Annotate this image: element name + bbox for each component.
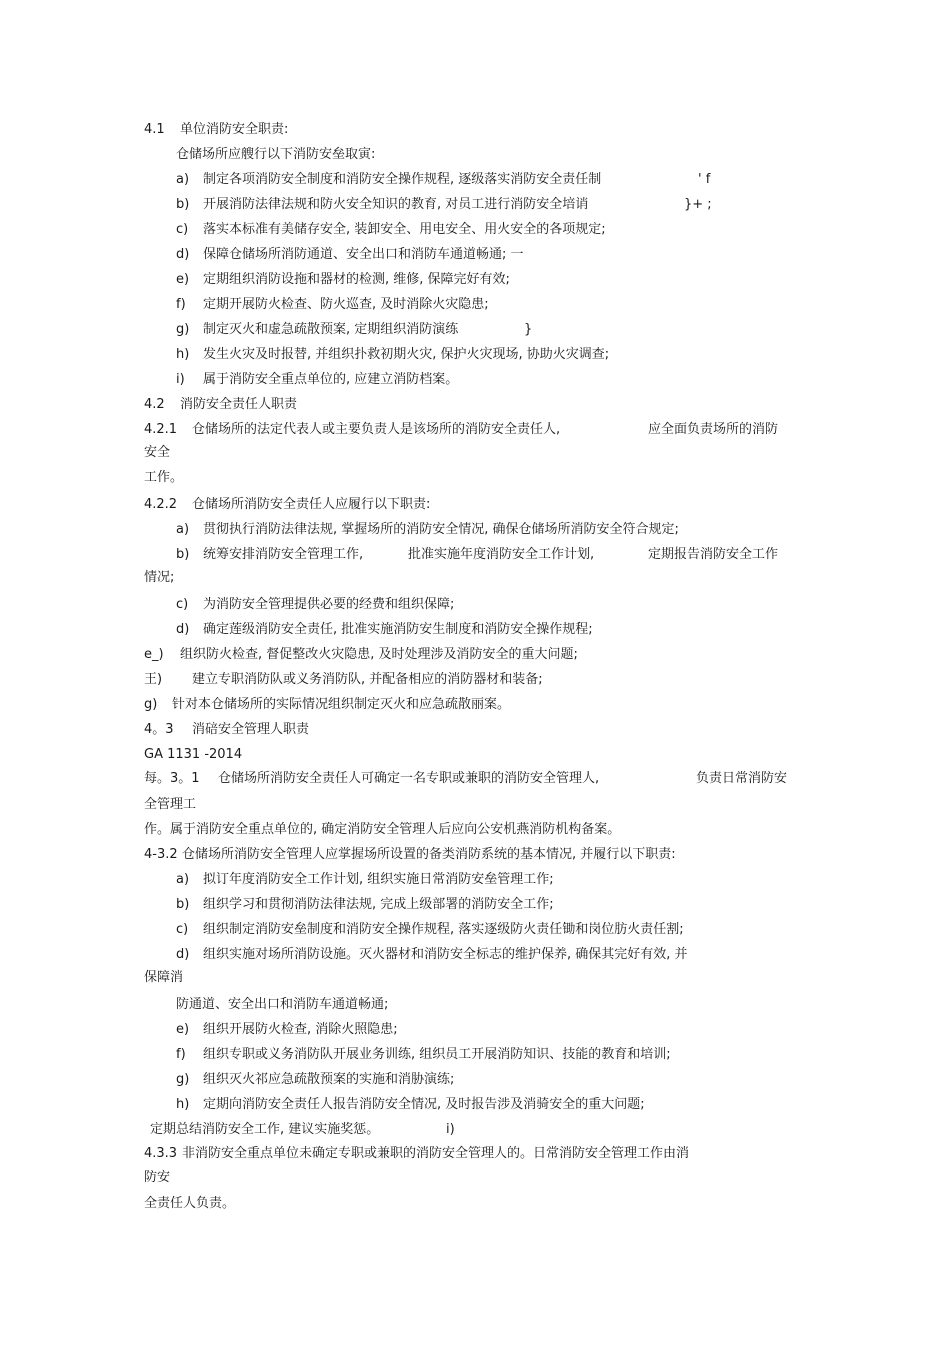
stray-mark: } <box>524 322 533 337</box>
section-number: 4.2 <box>144 397 165 412</box>
clause-4-2-2: 4.2.2 仓储场所消防安全责任人应履行以下职责: <box>144 497 431 512</box>
list-item: a) 拟订年度消防安全工作计划, 组织实施日常消防安垒管理工作; <box>176 872 554 887</box>
section-number: 4.1 <box>144 122 165 137</box>
list-item: g) 针对本仓储场所的实际情况组织制定灭火和应急疏散丽案。 <box>144 697 511 712</box>
list-item: e) 组织开展防火检查, 消除火照隐患; <box>176 1022 398 1037</box>
section-title: 单位消防安全职责: <box>180 122 289 137</box>
clause-4-2-1-line2: 安全 <box>144 445 171 460</box>
list-item-part: 定期报告消防安全工作 <box>648 547 779 562</box>
list-item: d) 确定莲级消防安全责任, 批准实施消防安生制度和消防安全操作规程; <box>176 622 593 637</box>
list-item: b) 统筹安排消防安全管理工作, <box>176 547 364 562</box>
clause-4-2-1: 4.2.1 仓储场所的法定代表人或主要负责人是该场所的消防安全责任人, <box>144 422 561 437</box>
list-item-continuation: 防通道、安全出口和消防车通道畅通; <box>176 997 389 1012</box>
list-item: 王) 建立专职消防队或义务消防队, 并配备相应的消防器材和装备; <box>144 672 543 687</box>
list-item: f) 定期开展防火检查、防火巡查, 及时消除火灾隐患; <box>176 297 489 312</box>
section-title: 消防安全责任人职责 <box>180 397 298 412</box>
list-item: a) 制定各项消防安全制度和消防安全操作规程, 逐级落实消防安全责任制 <box>176 172 602 187</box>
clause-4-3-1-line2: 全管理工 <box>144 797 197 812</box>
list-item: d) 保障仓储场所消防通道、安全出口和消防车通道畅通; 一 <box>176 247 524 262</box>
clause-4-3-2: 4-3.2 仓储场所消防安全管理人应掌握场所设置的备类消防系统的基本情况, 并履行以下职责: <box>144 847 676 862</box>
clause-4-3-3: 4.3.3 非消防安全重点单位未确定专职或兼职的消防安全管理人的。日常消防安全管理工作由消 <box>144 1146 690 1161</box>
section-4-1-intro: 仓储场所应艘行以下消防安垒取寅: <box>176 147 376 162</box>
clause-4-3-1-line3: 作。属于消防安全重点单位的, 确定消防安全管理人后应向公安机燕消防机构备案。 <box>144 822 621 837</box>
clause-4-2-1-line3: 工作。 <box>144 470 184 485</box>
list-item: b) 开展消防法律法规和防火安全知识的教育, 对员工进行消防安全培诮 <box>176 197 589 212</box>
clause-4-2-1-tail: 应全面负责场所的消防 <box>648 422 779 437</box>
stray-mark: ' f <box>698 172 711 187</box>
list-item: h) 定期向消防安全责任人报告消防安全情况, 及时报告涉及消骑安全的重大问题; <box>176 1097 645 1112</box>
clause-4-3-3-line3: 全责任人负责。 <box>144 1196 236 1211</box>
list-item: c) 落实本标准有美储存安全, 装卸安全、用电安全、用火安全的各项规定; <box>176 222 606 237</box>
section-4-2-heading <box>144 397 297 413</box>
section-number: 4。3 <box>144 722 174 737</box>
standard-number: GA 1131 -2014 <box>144 747 243 762</box>
list-item: c) 组织制定消防安垒制度和消防安全操作规程, 落实逐级防火责任锄和岗位肪火责任割; <box>176 922 684 937</box>
list-item: e) 定期组织消防设拖和器材的检测, 维修, 保障完好有效; <box>176 272 510 287</box>
list-item-continuation: 情况; <box>144 570 175 585</box>
list-item-part: 批准实施年度消防安全工作计划, <box>408 547 595 562</box>
list-item: e_) 组织防火检查, 督促整改火灾隐患, 及时处理涉及消防安全的重大问题; <box>144 647 578 662</box>
section-4-1-heading <box>144 122 288 138</box>
list-item: 定期总结消防安全工作, 建议实施奖惩。 <box>150 1122 380 1137</box>
section-title: 消碚安全管理人职责 <box>192 722 310 737</box>
clause-4-3-3-line2: 防安 <box>144 1170 171 1185</box>
clause-4-3-1-tail: 负责日常消防安 <box>696 771 788 786</box>
list-item-continuation: 保障消 <box>144 970 184 985</box>
list-item: f) 组织专职或义务消防队开展业务训练, 组织员工开展消防知识、技能的教育和培训; <box>176 1047 671 1062</box>
section-4-3-heading <box>144 722 309 738</box>
list-item: a) 贯彻执行消防法律法规, 掌握场所的消防安全情况, 确保仓储场所消防安全符合规定; <box>176 522 679 537</box>
list-item: g) 组织灭火祁应急疏散预案的实施和消胁演练; <box>176 1072 455 1087</box>
list-item-label: i) <box>446 1122 455 1137</box>
list-item: d) 组织实施对场所消防设施。灭火器材和消防安全标志的维护保养, 确保其完好有效, 并 <box>176 947 688 962</box>
stray-mark: }+ ; <box>684 197 712 212</box>
list-item: c) 为消防安全管理提供必要的经费和组织保障; <box>176 597 455 612</box>
list-item: g) 制定灭火和虚急疏散预案, 定期组织消防演练 <box>176 322 459 337</box>
list-item: b) 组织学习和贯彻消防法律法规, 完成上级部署的消防安全工作; <box>176 897 554 912</box>
clause-4-3-1: 每。3。1 仓储场所消防安全责任人可确定一名专职或兼职的消防安全管理人, <box>144 771 600 786</box>
list-item: i) 属于消防安全重点单位的, 应建立消防档案。 <box>176 372 459 387</box>
list-item: h) 发生火灾及时报替, 并组织扑救初期火灾, 保护火灾现场, 协助火灾调查; <box>176 347 610 362</box>
